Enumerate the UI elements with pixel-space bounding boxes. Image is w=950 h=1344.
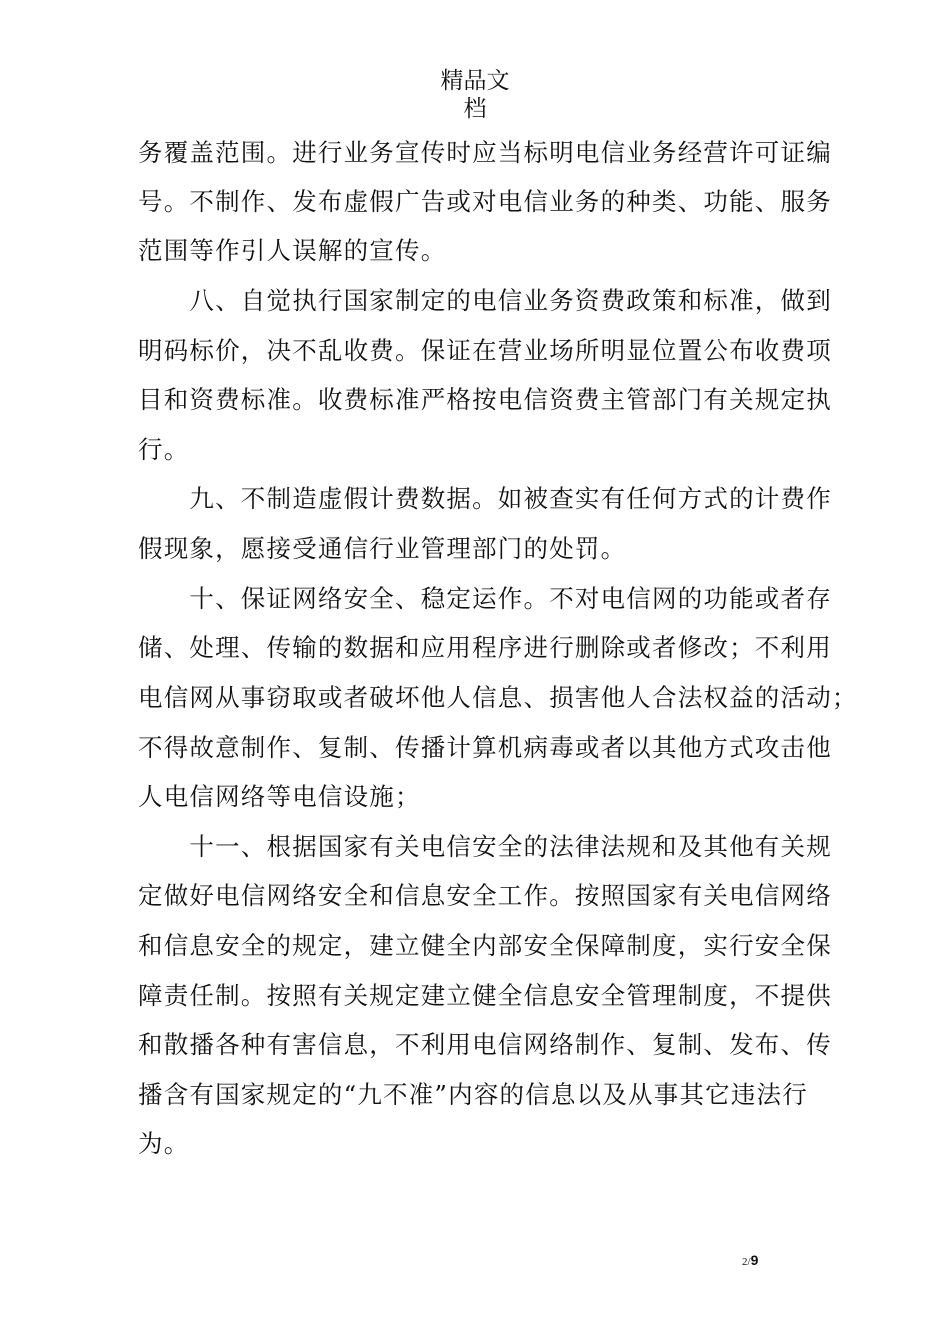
text-line: 储、处理、传输的数据和应用程序进行删除或者修改；不利用 xyxy=(138,633,832,662)
text-line: 十、保证网络安全、稳定运作。不对电信网的功能或者存 xyxy=(138,584,832,613)
text-line: 不得故意制作、复制、传播计算机病毒或者以其他方式攻击他 xyxy=(138,733,832,762)
text-line: 八、自觉执行国家制定的电信业务资费政策和标准，做到 xyxy=(138,286,832,315)
page-total: 9 xyxy=(750,1252,759,1268)
header-title-line2: 档 xyxy=(463,96,487,122)
text-line: 明码标价，决不乱收费。保证在营业场所明显位置公布收费项 xyxy=(138,336,832,365)
text-line: 行。 xyxy=(138,435,190,464)
text-line: 和散播各种有害信息，不利用电信网络制作、复制、发布、传 xyxy=(138,1030,832,1059)
text-line: 务覆盖范围。进行业务宣传时应当标明电信业务经营许可证编 xyxy=(138,138,832,167)
text-line: 和信息安全的规定，建立健全内部安全保障制度，实行安全保 xyxy=(138,931,832,960)
text-line: 人电信网络等电信设施； xyxy=(138,782,421,811)
page-number xyxy=(742,1253,758,1269)
text-line: 号。不制作、发布虚假广告或对电信业务的种类、功能、服务 xyxy=(138,187,832,216)
text-line: 十一、根据国家有关电信安全的法律法规和及其他有关规 xyxy=(138,832,832,861)
header-title-line1: 精品文 xyxy=(440,68,510,94)
page-current: 2 xyxy=(742,1256,748,1268)
text-line: 障责任制。按照有关规定建立健全信息安全管理制度，不提供 xyxy=(138,981,832,1010)
text-line: 定做好电信网络安全和信息安全工作。按照国家有关电信网络 xyxy=(138,881,832,910)
text-line: 播含有国家规定的“九不准”内容的信息以及从事其它违法行 xyxy=(138,1080,808,1109)
text-line: 假现象，愿接受通信行业管理部门的处罚。 xyxy=(138,534,627,563)
page-separator: / xyxy=(747,1256,751,1268)
text-line: 目和资费标准。收费标准严格按电信资费主管部门有关规定执 xyxy=(138,385,832,414)
text-line: 九、不制造虚假计费数据。如被查实有任何方式的计费作 xyxy=(138,484,832,513)
text-line: 为。 xyxy=(138,1129,190,1158)
text-line: 电信网从事窃取或者破坏他人信息、损害他人合法权益的活动； xyxy=(138,683,858,712)
text-line: 范围等作引人误解的宣传。 xyxy=(138,236,447,265)
